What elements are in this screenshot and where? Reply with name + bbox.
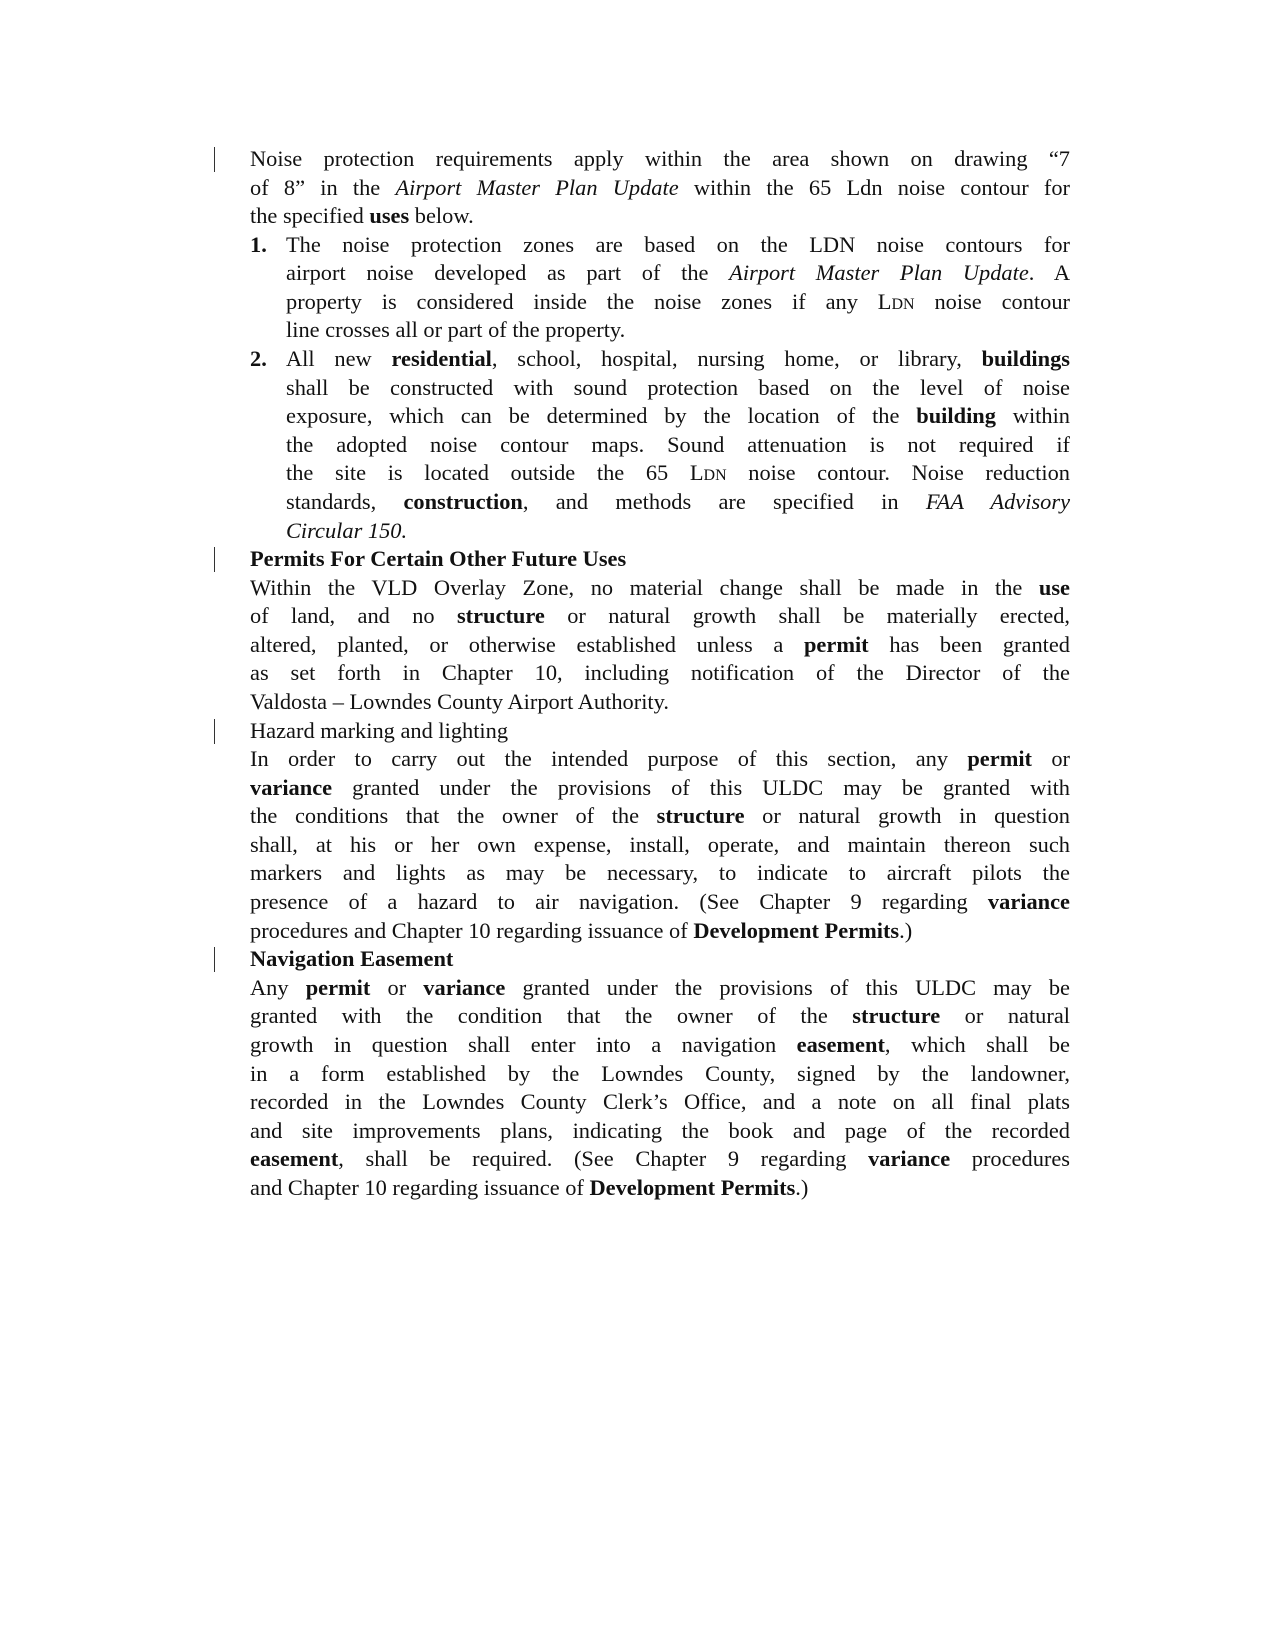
bold-term: Development Permits [693,917,900,943]
bold-term: residential [391,346,492,372]
section-heading [250,945,1070,974]
text-run: has been granted [868,631,1070,657]
text-line [250,202,1070,231]
text-run: growth in question shall enter into a navigation [250,1031,797,1057]
revision-change-bar [214,147,215,172]
text-run: or natural [940,1003,1070,1029]
text-line [250,1088,1070,1117]
bold-term: easement [796,1031,885,1057]
text-line [250,831,1070,860]
paragraph [250,974,1070,1203]
bold-term: use [1038,574,1070,600]
text-run: , and methods are specified in [522,488,926,514]
list-number: 2. [250,346,267,372]
italic-title: FAA Advisory [925,488,1071,514]
text-line [250,1117,1070,1146]
text-run: In order to carry out the intended purpose of this section, any [250,746,968,772]
text-run: procedures [950,1146,1070,1172]
text-run: or [370,974,424,1000]
bold-term: building [916,403,996,429]
small-caps-term: Ldn [877,288,915,314]
text-run: recorded in the Lowndes County Clerk’s Office, and a note on all final plats [250,1089,1070,1115]
text-line [250,745,1070,774]
text-run: noise contour. Noise reduction [726,460,1070,486]
text-run: , school, hospital, nursing home, or library, [491,346,982,372]
text-run: of land, and no [250,603,457,629]
bold-term: variance [868,1146,951,1172]
text-line [250,1060,1070,1089]
text-run: and Chapter 10 regarding issuance of [250,1174,590,1200]
section-heading [250,545,1070,574]
text-run: granted under the provisions of this ULDC may be granted with [332,774,1070,800]
text-run: and site improvements plans, indicating the book and page of the recorded [250,1117,1070,1143]
text-line [286,459,1070,488]
text-run: markers and lights as may be necessary, to indicate to aircraft pilots the [250,860,1070,886]
bold-term: structure [456,603,545,629]
text-run: line crosses all or part of the property. [286,317,626,343]
text-line [286,431,1070,460]
text-run: airport noise developed as part of the [286,260,730,286]
text-run: or natural growth in question [744,803,1071,829]
text-run: altered, planted, or otherwise established unless a [250,631,804,657]
text-run: within [995,403,1070,429]
text-line [250,545,1070,574]
text-line [250,631,1070,660]
text-line [286,488,1070,517]
text-line [250,974,1070,1003]
text-run: the adopted noise contour maps. Sound attenuation is not required if [286,431,1070,457]
text-run: the site is located outside the 65 [286,460,690,486]
bold-term: variance [423,974,506,1000]
text-line [250,917,1070,946]
text-run: shall be constructed with sound protection based on the level of noise [286,374,1070,400]
text-run: .) [899,917,913,943]
text-line [286,231,1070,260]
text-run: below. [409,203,474,229]
text-line [250,1002,1070,1031]
text-run: granted under the provisions of this ULDC may be [505,974,1070,1000]
text-line [286,288,1070,317]
text-run: the conditions that the owner of the [250,803,657,829]
text-line [250,1145,1070,1174]
text-run: or natural growth shall be materially erected, [544,603,1070,629]
text-run: noise contour [914,288,1070,314]
text-run: procedures and Chapter 10 regarding issuance of [250,917,694,943]
italic-title: Circular 150. [286,517,408,543]
bold-term: variance [250,774,333,800]
text-run: Valdosta – Lowndes County Airport Authority. [250,688,669,714]
text-line [250,174,1070,203]
text-line [286,374,1070,403]
text-run: as set forth in Chapter 10, including notification of the Director of the [250,660,1070,686]
text-run: within the 65 Ldn noise contour for [678,174,1070,200]
text-run: in a form established by the Lowndes County, signed by the landowner, [250,1060,1070,1086]
text-run: . A [1028,260,1070,286]
document-body [250,145,1070,1202]
text-line [250,659,1070,688]
text-run: shall, at his or her own expense, install, operate, and maintain thereon such [250,831,1070,857]
text-run: or [1032,746,1070,772]
text-run: Hazard marking and lighting [250,717,509,743]
text-line [286,345,1070,374]
text-line [250,602,1070,631]
text-line [250,859,1070,888]
text-line [286,402,1070,431]
text-run: the specified [250,203,370,229]
paragraph [250,745,1070,945]
bold-term: permit [305,974,371,1000]
text-run: property is considered inside the noise zones if any [286,288,878,314]
text-line [286,316,1070,345]
text-run: presence of a hazard to air navigation. (See Chapter 9 regarding [250,889,988,915]
bold-term: permit [803,631,869,657]
text-run: , which shall be [884,1031,1070,1057]
text-line [250,717,1070,746]
paragraph [250,574,1070,717]
text-run: Noise protection requirements apply within the area shown on drawing “7 [250,146,1070,171]
revision-change-bar [214,719,215,744]
section-heading [250,717,1070,746]
small-caps-term: Ldn [689,460,727,486]
list-item [250,231,1070,345]
text-run: The noise protection zones are based on the LDN noise contours for [286,231,1070,257]
bold-term: structure [656,803,745,829]
text-run: granted with the condition that the owner of the [250,1003,853,1029]
text-line [250,1174,1070,1203]
italic-title: Airport Master Plan Update [729,260,1029,286]
text-line [250,945,1070,974]
bold-term: variance [987,889,1070,915]
bold-term: Development Permits [589,1174,796,1200]
text-line [250,145,1070,174]
text-line [250,774,1070,803]
text-run: exposure, which can be determined by the location of the [286,403,917,429]
text-line [250,1031,1070,1060]
bold-term: permit [967,746,1033,772]
paragraph [250,145,1070,231]
text-run: standards, [286,488,404,514]
list-number: 1. [250,231,267,257]
text-line [250,688,1070,717]
text-run: Within the VLD Overlay Zone, no material change shall be made in the [250,574,1039,600]
text-run: Permits For Certain Other Future Uses [250,546,627,572]
text-run: .) [795,1174,809,1200]
text-line [286,517,1070,546]
bold-term: construction [403,488,523,514]
bold-term: structure [852,1003,941,1029]
list-item [250,345,1070,545]
revision-change-bar [214,947,215,972]
text-run: of 8” in the [250,174,396,200]
bold-term: easement [250,1146,339,1172]
text-line [286,259,1070,288]
text-run: , shall be required. (See Chapter 9 regarding [338,1146,869,1172]
text-run: Any [250,974,306,1000]
revision-change-bar [214,547,215,572]
text-line [250,888,1070,917]
bold-term: uses [369,203,410,229]
italic-title: Airport Master Plan Update [395,174,679,200]
text-line [250,802,1070,831]
text-line [250,574,1070,603]
text-run: All new [286,346,392,372]
bold-term: buildings [981,346,1070,372]
text-run: Navigation Easement [250,946,454,972]
